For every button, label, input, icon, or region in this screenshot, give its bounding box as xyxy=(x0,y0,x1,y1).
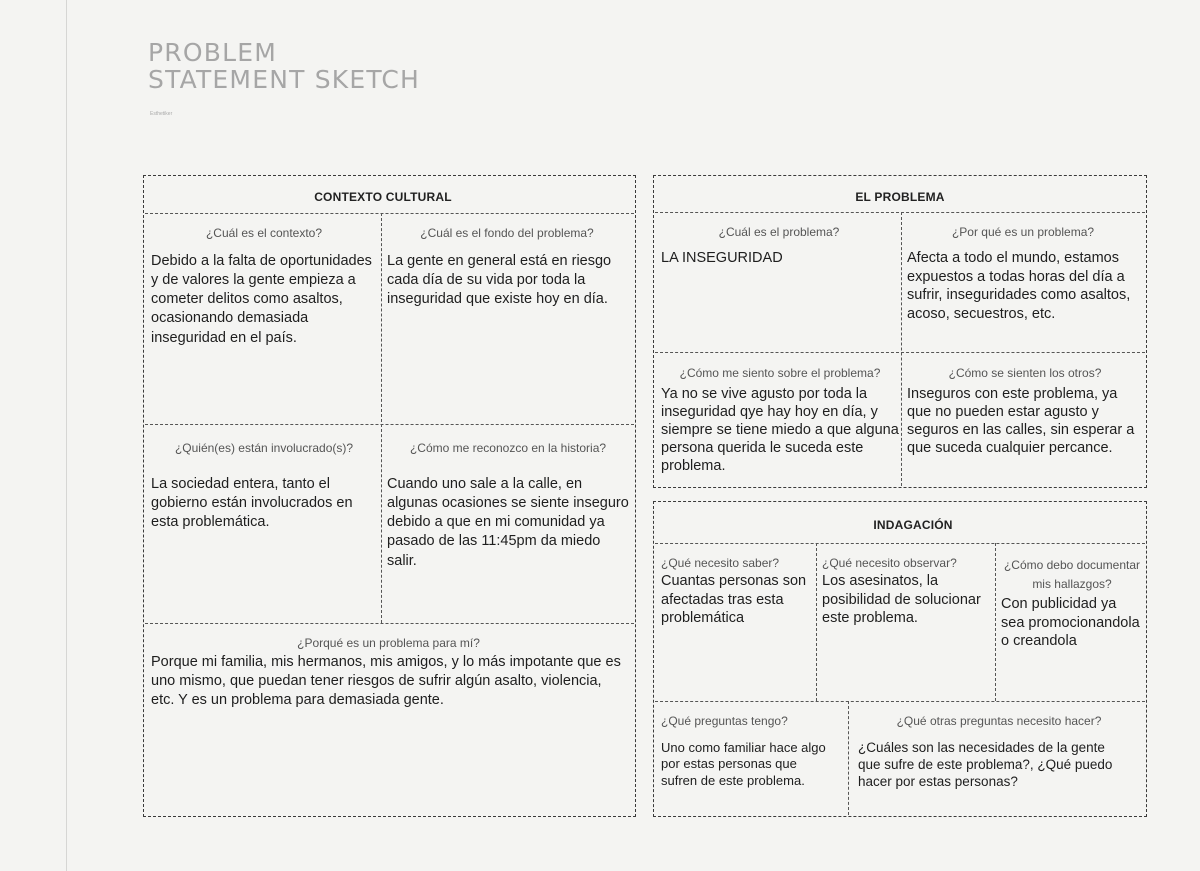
question-label: ¿Cuál es el fondo del problema? xyxy=(420,226,594,240)
que-observar-cell xyxy=(816,548,995,632)
cual-problema-cell xyxy=(655,217,901,272)
title-line-2: STATEMENT SKETCH xyxy=(148,64,421,94)
answer-text: Debido a la falta de oportunidades y de valores la gente empieza a cometer delitos como asaltos, ocasionando demasiada inseguridad en el país. xyxy=(151,253,372,346)
question-label: ¿Cuál es el problema? xyxy=(718,225,840,239)
como-se-sienten-cell xyxy=(901,358,1145,462)
question-label: ¿Cómo se sienten los otros? xyxy=(948,366,1102,380)
indagacion-title: INDAGACIÓN xyxy=(873,518,953,532)
answer-text: Ya no se vive agusto por toda la inseguridad qye hay hoy en día, y siempre se tiene miedo a que alguna persona querida le suceda este problema. xyxy=(661,386,899,474)
answer-text: Afecta a todo el mundo, estamos expuestos a todas horas del día a sufrir, inseguridades como asaltos, acoso, secuestros, etc. xyxy=(907,250,1131,322)
question-label: ¿Cómo me siento sobre el problema? xyxy=(679,366,881,380)
answer-text: Cuantas personas son afectadas tras esta problemática xyxy=(661,573,807,627)
divider xyxy=(655,701,1145,702)
preguntas-tengo-cell xyxy=(655,706,848,793)
question-label: ¿Qué necesito saber? xyxy=(661,556,780,570)
answer-text: La sociedad entera, tanto el gobierno están involucrados en esta problemática. xyxy=(151,476,353,531)
answer-text: Porque mi familia, mis hermanos, mis amigos, y lo más impotante que es uno mismo, que puedan tener riesgos de sufrir algún asalto, violencia, etc. Y es un problema para demasiada gente. xyxy=(151,654,621,709)
question-label: ¿Quién(es) están involucrado(s)? xyxy=(174,441,354,455)
answer-text: La gente en general está en riesgo cada día de su vida por toda la inseguridad que existe hoy en día. xyxy=(387,253,612,308)
fondo-cell xyxy=(381,218,631,313)
page-title xyxy=(148,40,420,93)
answer-text: LA INSEGURIDAD xyxy=(661,250,783,266)
divider xyxy=(145,213,634,214)
divider xyxy=(655,543,1145,544)
question-label: ¿Qué preguntas tengo? xyxy=(661,714,788,728)
divider xyxy=(655,352,1145,353)
involucrados-cell xyxy=(145,433,381,536)
answer-text: Uno como familiar hace algo por estas personas que sufren de este problema. xyxy=(661,740,826,788)
title-line-1: PROBLEM xyxy=(148,38,277,67)
que-saber-cell xyxy=(655,548,816,632)
question-label: ¿Porqué es un problema para mí? xyxy=(297,636,480,650)
divider xyxy=(145,623,634,624)
contexto-cell xyxy=(145,218,381,352)
question-label: ¿Cuál es el contexto? xyxy=(205,226,323,240)
como-me-siento-cell xyxy=(655,358,901,480)
answer-text: ¿Cuáles son las necesidades de la gente que sufre de este problema?, ¿Qué puedo hacer por estas personas? xyxy=(858,740,1113,789)
contexto-cultural-title: CONTEXTO CULTURAL xyxy=(314,190,452,204)
answer-text: Con publicidad ya sea promocionandola o creandola xyxy=(1001,596,1140,650)
subtitle: Esthetiker xyxy=(150,111,173,117)
question-label: ¿Cómo me reconozco en la historia? xyxy=(409,441,607,455)
documentar-cell xyxy=(995,548,1145,655)
question-label: ¿Qué necesito observar? xyxy=(822,556,957,570)
question-label: ¿Qué otras preguntas necesito hacer? xyxy=(896,714,1102,728)
porque-cell xyxy=(145,628,630,714)
el-problema-title: EL PROBLEMA xyxy=(855,190,945,204)
answer-text: Cuando uno sale a la calle, en algunas ocasiones se siente inseguro debido a que en mi comunidad ya pasado de las 11:45pm da miedo salir. xyxy=(387,476,629,569)
question-label: ¿Cómo debo documentar mis hallazgos? xyxy=(1003,558,1141,591)
answer-text: Inseguros con este problema, ya que no pueden estar agusto y seguros en las calles, sin esperar a que suceda cualquier percance. xyxy=(907,386,1135,456)
otras-preguntas-cell xyxy=(848,706,1144,795)
question-label: ¿Por qué es un problema? xyxy=(951,225,1095,239)
reconozco-cell xyxy=(381,433,633,575)
porque-problema-cell xyxy=(901,217,1143,327)
scan-edge-line xyxy=(66,0,67,871)
divider xyxy=(145,424,634,425)
answer-text: Los asesinatos, la posibilidad de solucionar este problema. xyxy=(822,573,981,627)
divider xyxy=(655,212,1145,213)
